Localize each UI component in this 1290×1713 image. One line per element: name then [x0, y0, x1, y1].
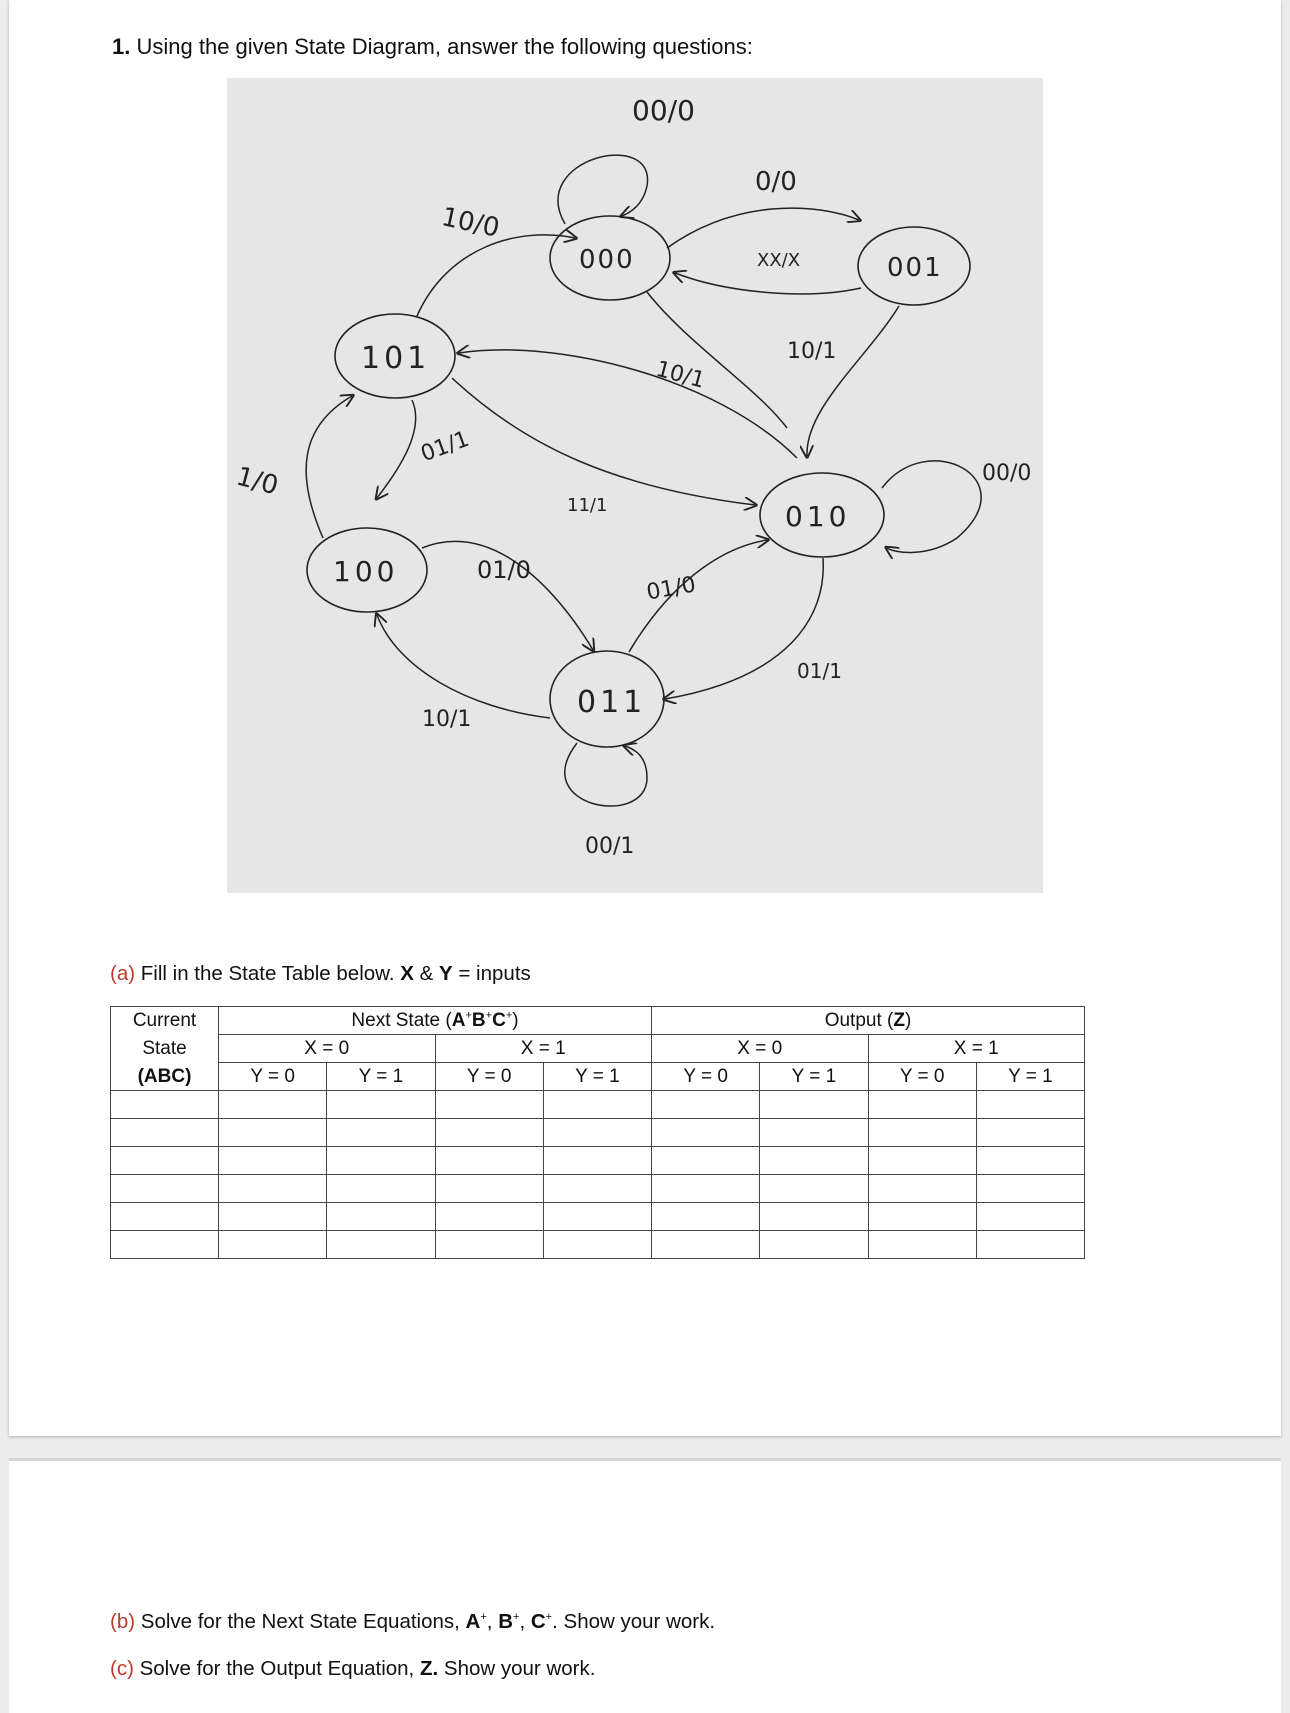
- table-row: [111, 1091, 1085, 1119]
- header-y0-b: Y = 0: [435, 1063, 543, 1091]
- cell-input[interactable]: [111, 1175, 219, 1203]
- part-a-y: Y: [439, 962, 453, 985]
- transition-001-000: [675, 273, 861, 294]
- cell-input[interactable]: [868, 1203, 976, 1231]
- table-row: [111, 1119, 1085, 1147]
- cell-input[interactable]: [219, 1231, 327, 1259]
- cell-input[interactable]: [976, 1091, 1084, 1119]
- cell-input[interactable]: [760, 1175, 868, 1203]
- transition-000-self: [558, 155, 648, 224]
- cell-input[interactable]: [435, 1203, 543, 1231]
- header-x1-out: X = 1: [868, 1035, 1085, 1063]
- cell-input[interactable]: [652, 1119, 760, 1147]
- header-y0-a: Y = 0: [219, 1063, 327, 1091]
- table-row: [111, 1231, 1085, 1259]
- label-010-011: 01/1: [797, 659, 842, 683]
- cell-input[interactable]: [219, 1175, 327, 1203]
- next-state-text: Next State (: [351, 1010, 452, 1031]
- cell-input[interactable]: [435, 1119, 543, 1147]
- label-000-self: 00/0: [632, 94, 695, 127]
- header-x0-out: X = 0: [652, 1035, 869, 1063]
- cell-input[interactable]: [976, 1203, 1084, 1231]
- part-a-x: X: [400, 962, 414, 985]
- state-table: [110, 1006, 1085, 1259]
- cell-input[interactable]: [868, 1175, 976, 1203]
- header-y1-b: Y = 1: [543, 1063, 651, 1091]
- label-101-100: 01/1: [417, 426, 473, 468]
- question-number: 1.: [112, 34, 131, 59]
- next-state-close: ): [512, 1010, 519, 1031]
- part-c-label: (c): [110, 1657, 134, 1680]
- transition-001-010: [807, 306, 899, 456]
- part-c-tail: Show your work.: [443, 1657, 596, 1680]
- state-001-label: 001: [887, 253, 943, 283]
- cell-input[interactable]: [652, 1091, 760, 1119]
- header-abc: [111, 1063, 219, 1091]
- next-state-c: C: [492, 1010, 506, 1031]
- cell-input[interactable]: [868, 1091, 976, 1119]
- part-b-text: Solve for the Next State Equations,: [140, 1610, 460, 1633]
- state-000-label: 000: [579, 245, 635, 275]
- part-b-prompt: (b) Solve for the Next State Equations, A+, B+, C+. Show your work.: [110, 1610, 716, 1633]
- part-b-c-plus: +: [545, 1611, 553, 1624]
- transition-011-100: [377, 615, 550, 718]
- header-state: State: [111, 1035, 219, 1063]
- cell-input[interactable]: [111, 1147, 219, 1175]
- part-b-b-plus: +: [513, 1611, 520, 1624]
- header-current: Current: [111, 1007, 219, 1035]
- transition-100-101: [306, 396, 352, 538]
- part-b-c: C: [530, 1610, 546, 1633]
- cell-input[interactable]: [111, 1119, 219, 1147]
- state-010-label: 010: [785, 500, 851, 533]
- part-a-label: (a): [110, 962, 136, 985]
- state-diagram: [227, 78, 1043, 893]
- label-101-000: 10/0: [438, 202, 503, 244]
- cell-input[interactable]: [868, 1147, 976, 1175]
- label-000-001: 0/0: [755, 167, 797, 197]
- label-001-010: 10/1: [787, 339, 837, 364]
- cell-input[interactable]: [976, 1231, 1084, 1259]
- label-101-010: 11/1: [567, 495, 608, 516]
- cell-input[interactable]: [435, 1175, 543, 1203]
- cell-input[interactable]: [219, 1203, 327, 1231]
- part-c-text: Solve for the Output Equation,: [139, 1657, 415, 1680]
- output-z: Z: [893, 1010, 905, 1031]
- label-011-self: 00/1: [585, 834, 635, 859]
- cell-input[interactable]: [760, 1091, 868, 1119]
- label-000-010: 10/1: [653, 356, 708, 394]
- part-c-prompt: [110, 1657, 595, 1681]
- header-y1-a: Y = 1: [327, 1063, 435, 1091]
- cell-input[interactable]: [219, 1147, 327, 1175]
- cell-input[interactable]: [868, 1119, 976, 1147]
- cell-input[interactable]: [543, 1175, 651, 1203]
- output-close: ): [904, 1010, 912, 1031]
- label-100-101: 1/0: [233, 461, 282, 502]
- cell-input[interactable]: [543, 1203, 651, 1231]
- cell-input[interactable]: [868, 1231, 976, 1259]
- table-row: [111, 1147, 1085, 1175]
- state-100-label: 100: [333, 555, 399, 588]
- transition-010-101: [459, 350, 797, 458]
- part-a-tail: = inputs: [458, 962, 531, 985]
- next-state-a: A: [451, 1010, 466, 1031]
- header-y0-c: Y = 0: [652, 1063, 760, 1091]
- label-011-100: 10/1: [422, 707, 472, 732]
- part-c-z: Z.: [419, 1657, 439, 1680]
- table-row: [111, 1203, 1085, 1231]
- cell-input[interactable]: [219, 1091, 327, 1119]
- cell-input[interactable]: [760, 1231, 868, 1259]
- cell-input[interactable]: [327, 1119, 435, 1147]
- part-a-prompt: [110, 962, 531, 986]
- cell-input[interactable]: [111, 1203, 219, 1231]
- transition-010-self: [882, 461, 981, 553]
- part-b-label: (b): [110, 1610, 136, 1633]
- cell-input[interactable]: [543, 1231, 651, 1259]
- cell-input[interactable]: [327, 1231, 435, 1259]
- state-011-label: 011: [577, 685, 647, 720]
- cell-input[interactable]: [760, 1119, 868, 1147]
- label-001-000: XX/X: [757, 250, 801, 271]
- part-a-text: Fill in the State Table below.: [140, 962, 395, 985]
- cell-input[interactable]: [976, 1147, 1084, 1175]
- label-011-010: 01/0: [644, 572, 698, 606]
- cell-input[interactable]: [652, 1175, 760, 1203]
- header-abc-text: (ABC): [137, 1065, 192, 1087]
- cell-input[interactable]: [976, 1175, 1084, 1203]
- header-y0-d: Y = 0: [868, 1063, 976, 1091]
- cell-input[interactable]: [219, 1119, 327, 1147]
- header-x0-next: X = 0: [219, 1035, 436, 1063]
- question-text: Using the given State Diagram, answer the following questions:: [136, 34, 753, 59]
- cell-input[interactable]: [543, 1091, 651, 1119]
- header-x1-next: X = 1: [435, 1035, 652, 1063]
- next-state-b: B: [471, 1010, 486, 1031]
- header-output: [652, 1007, 1085, 1035]
- cell-input[interactable]: [976, 1119, 1084, 1147]
- cell-input[interactable]: [327, 1203, 435, 1231]
- header-next-state: [219, 1007, 652, 1035]
- part-b-a-plus: +: [480, 1611, 487, 1624]
- cell-input[interactable]: [327, 1175, 435, 1203]
- cell-input[interactable]: [111, 1091, 219, 1119]
- cell-input[interactable]: [543, 1147, 651, 1175]
- part-b-a: A: [465, 1610, 481, 1633]
- cell-input[interactable]: [652, 1231, 760, 1259]
- header-y1-d: Y = 1: [976, 1063, 1084, 1091]
- part-a-amp: &: [419, 962, 434, 985]
- transition-101-100: [377, 400, 416, 498]
- cell-input[interactable]: [435, 1231, 543, 1259]
- transition-011-self: [565, 743, 647, 806]
- next-state-a-plus: +: [465, 1009, 472, 1022]
- cell-input[interactable]: [760, 1203, 868, 1231]
- next-state-b-plus: +: [485, 1009, 493, 1022]
- cell-input[interactable]: [327, 1091, 435, 1119]
- next-state-c-plus: +: [505, 1009, 513, 1022]
- cell-input[interactable]: [652, 1203, 760, 1231]
- table-row: [111, 1175, 1085, 1203]
- question-title: [112, 34, 753, 60]
- header-y1-c: Y = 1: [760, 1063, 868, 1091]
- cell-input[interactable]: [652, 1147, 760, 1175]
- transition-101-010: [452, 378, 755, 505]
- cell-input[interactable]: [435, 1091, 543, 1119]
- part-b-b: B: [498, 1610, 514, 1633]
- cell-input[interactable]: [760, 1147, 868, 1175]
- part-b-tail: Show your work.: [563, 1610, 716, 1633]
- state-diagram-svg: [227, 78, 1043, 893]
- state-101-label: 101: [361, 341, 431, 376]
- cell-input[interactable]: [543, 1119, 651, 1147]
- output-text: Output (: [824, 1010, 894, 1031]
- cell-input[interactable]: [327, 1147, 435, 1175]
- label-100-011: 01/0: [477, 556, 531, 584]
- label-010-self: 00/0: [982, 461, 1032, 486]
- cell-input[interactable]: [111, 1231, 219, 1259]
- transition-000-001: [667, 208, 859, 248]
- cell-input[interactable]: [435, 1147, 543, 1175]
